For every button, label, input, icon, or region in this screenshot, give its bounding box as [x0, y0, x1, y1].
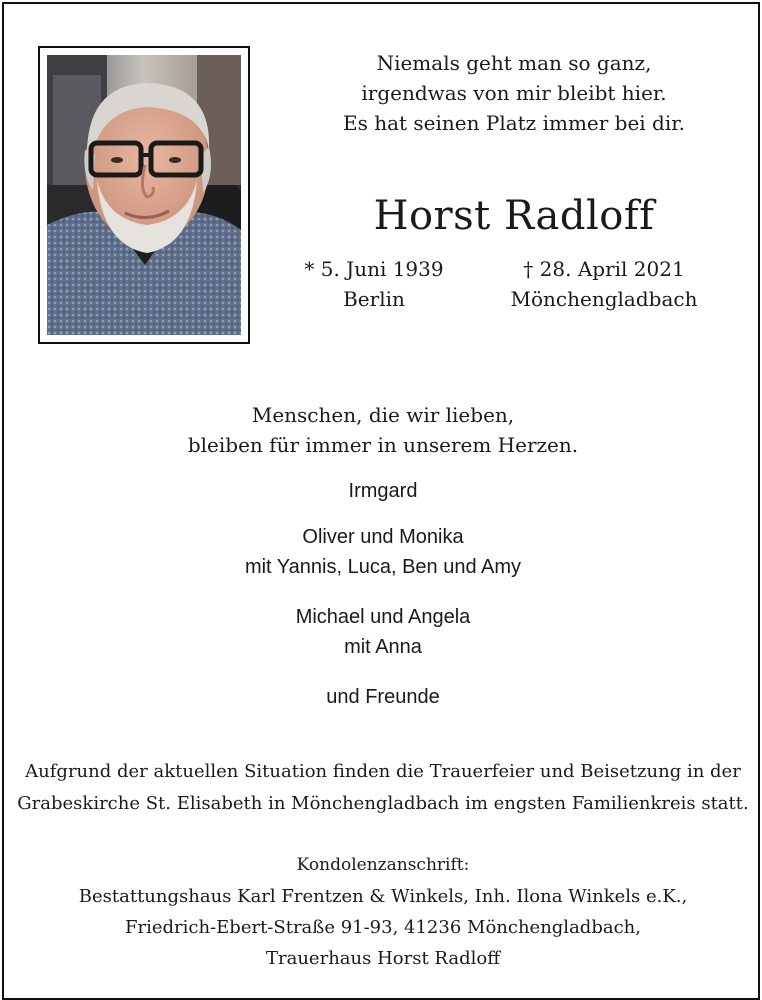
notice-line: Aufgrund der aktuellen Situation finden die Trauerfeier und Beisetzung in der — [25, 761, 741, 782]
quote-line: irgendwas von mir bleibt hier. — [361, 81, 667, 105]
verse-line: bleiben für immer in unserem Herzen. — [187, 433, 579, 457]
birth-place: Berlin — [343, 287, 405, 311]
death-info — [494, 254, 714, 314]
birth-date: * 5. Juni 1939 — [304, 257, 444, 281]
mourner-group — [4, 522, 762, 582]
verse-line: Menschen, die wir lieben, — [251, 403, 515, 427]
mourner-name: Michael und Angela — [295, 606, 471, 628]
mourner-name: Oliver und Monika — [302, 526, 464, 548]
portrait-image — [47, 55, 241, 335]
death-date: † 28. April 2021 — [523, 257, 685, 281]
birth-info — [284, 254, 464, 314]
quote-line: Niemals geht man so ganz, — [376, 51, 652, 75]
death-place: Mönchengladbach — [510, 287, 698, 311]
mourner-name: mit Yannis, Luca, Ben und Amy — [244, 556, 522, 578]
portrait-photo — [38, 46, 250, 344]
address-line: Trauerhaus Horst Radloff — [266, 948, 500, 969]
mourner-group — [4, 682, 762, 712]
mourner-group — [4, 602, 762, 662]
address-line: Bestattungshaus Karl Frentzen & Winkels, Inh. Ilona Winkels e.K., — [78, 886, 688, 907]
notice-line: Grabeskirche St. Elisabeth in Mönchengladbach im engsten Familienkreis statt. — [17, 793, 749, 814]
mourner-name: Irmgard — [348, 480, 418, 502]
address-line: Friedrich-Ebert-Straße 91-93, 41236 Mönchengladbach, — [125, 917, 641, 938]
condolence-label: Kondolenzanschrift: — [296, 855, 470, 875]
obituary-frame — [2, 2, 760, 1000]
quote-line: Es hat seinen Platz immer bei dir. — [343, 111, 685, 135]
opening-quote — [304, 48, 724, 138]
condolence-address — [4, 850, 762, 974]
mourner-name: und Freunde — [326, 686, 440, 708]
funeral-notice — [4, 756, 762, 820]
deceased-name: Horst Radloff — [373, 193, 655, 239]
mourner-group — [4, 476, 762, 506]
mourner-name: mit Anna — [344, 636, 422, 658]
memorial-verse — [4, 400, 762, 460]
